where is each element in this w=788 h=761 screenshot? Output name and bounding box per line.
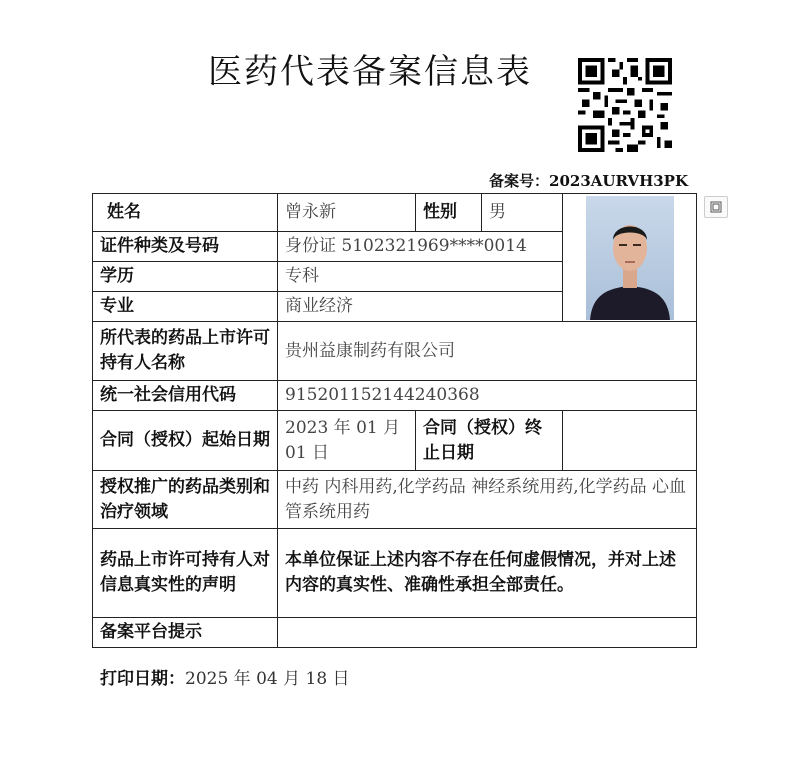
holder-value: 贵州益康制药有限公司 [278,322,697,381]
contract-start-label: 合同（授权）起始日期 [93,411,278,471]
education-value: 专科 [278,262,563,292]
platform-note-value [278,618,697,648]
declaration-value: 本单位保证上述内容不存在任何虚假情况，并对上述内容的真实性、准确性承担全部责任。 [278,529,697,618]
contract-end-value [563,411,697,471]
row-declaration [93,529,697,618]
row-credit-code [93,381,697,411]
row-contract [93,411,697,471]
row-holder [93,322,697,381]
frame-icon [710,201,722,213]
gender-value: 男 [482,194,563,232]
contract-end-label: 合同（授权）终止日期 [416,411,563,471]
id-value: 身份证 5102321969****0014 [278,232,563,262]
row-platform-note [93,618,697,648]
gender-label: 性别 [416,194,482,232]
scope-value: 中药 内科用药,化学药品 神经系统用药,化学药品 心血管系统用药 [278,471,697,529]
holder-label: 所代表的药品上市许可持有人名称 [93,322,278,381]
major-label: 专业 [93,292,278,322]
credit-code-label: 统一社会信用代码 [93,381,278,411]
registration-value: 2023AURVH3PK [549,172,688,190]
name-value: 曾永新 [278,194,416,232]
print-date-label: 打印日期： [100,669,185,689]
platform-note-label: 备案平台提示 [93,618,278,648]
print-date-value: 2025 年 04 月 18 日 [185,669,350,689]
id-label: 证件种类及号码 [93,232,278,262]
row-name [93,194,697,232]
major-value: 商业经济 [278,292,563,322]
image-viewer-icon[interactable] [704,196,728,218]
portrait-photo [586,196,674,320]
registration-label: 备案号： [489,172,550,190]
qr-code-icon [578,58,672,152]
education-label: 学历 [93,262,278,292]
page-title: 医药代表备案信息表 [208,52,532,92]
name-label: 姓名 [93,194,278,232]
declaration-label: 药品上市许可持有人对信息真实性的声明 [93,529,278,618]
scope-label: 授权推广的药品类别和治疗领域 [93,471,278,529]
credit-code-value: 915201152144240368 [278,381,697,411]
row-scope [93,471,697,529]
print-date [100,664,350,689]
info-table [92,193,697,648]
registration-number [489,170,688,191]
photo-cell [563,194,697,322]
contract-start-value: 2023 年 01 月 01 日 [278,411,416,471]
